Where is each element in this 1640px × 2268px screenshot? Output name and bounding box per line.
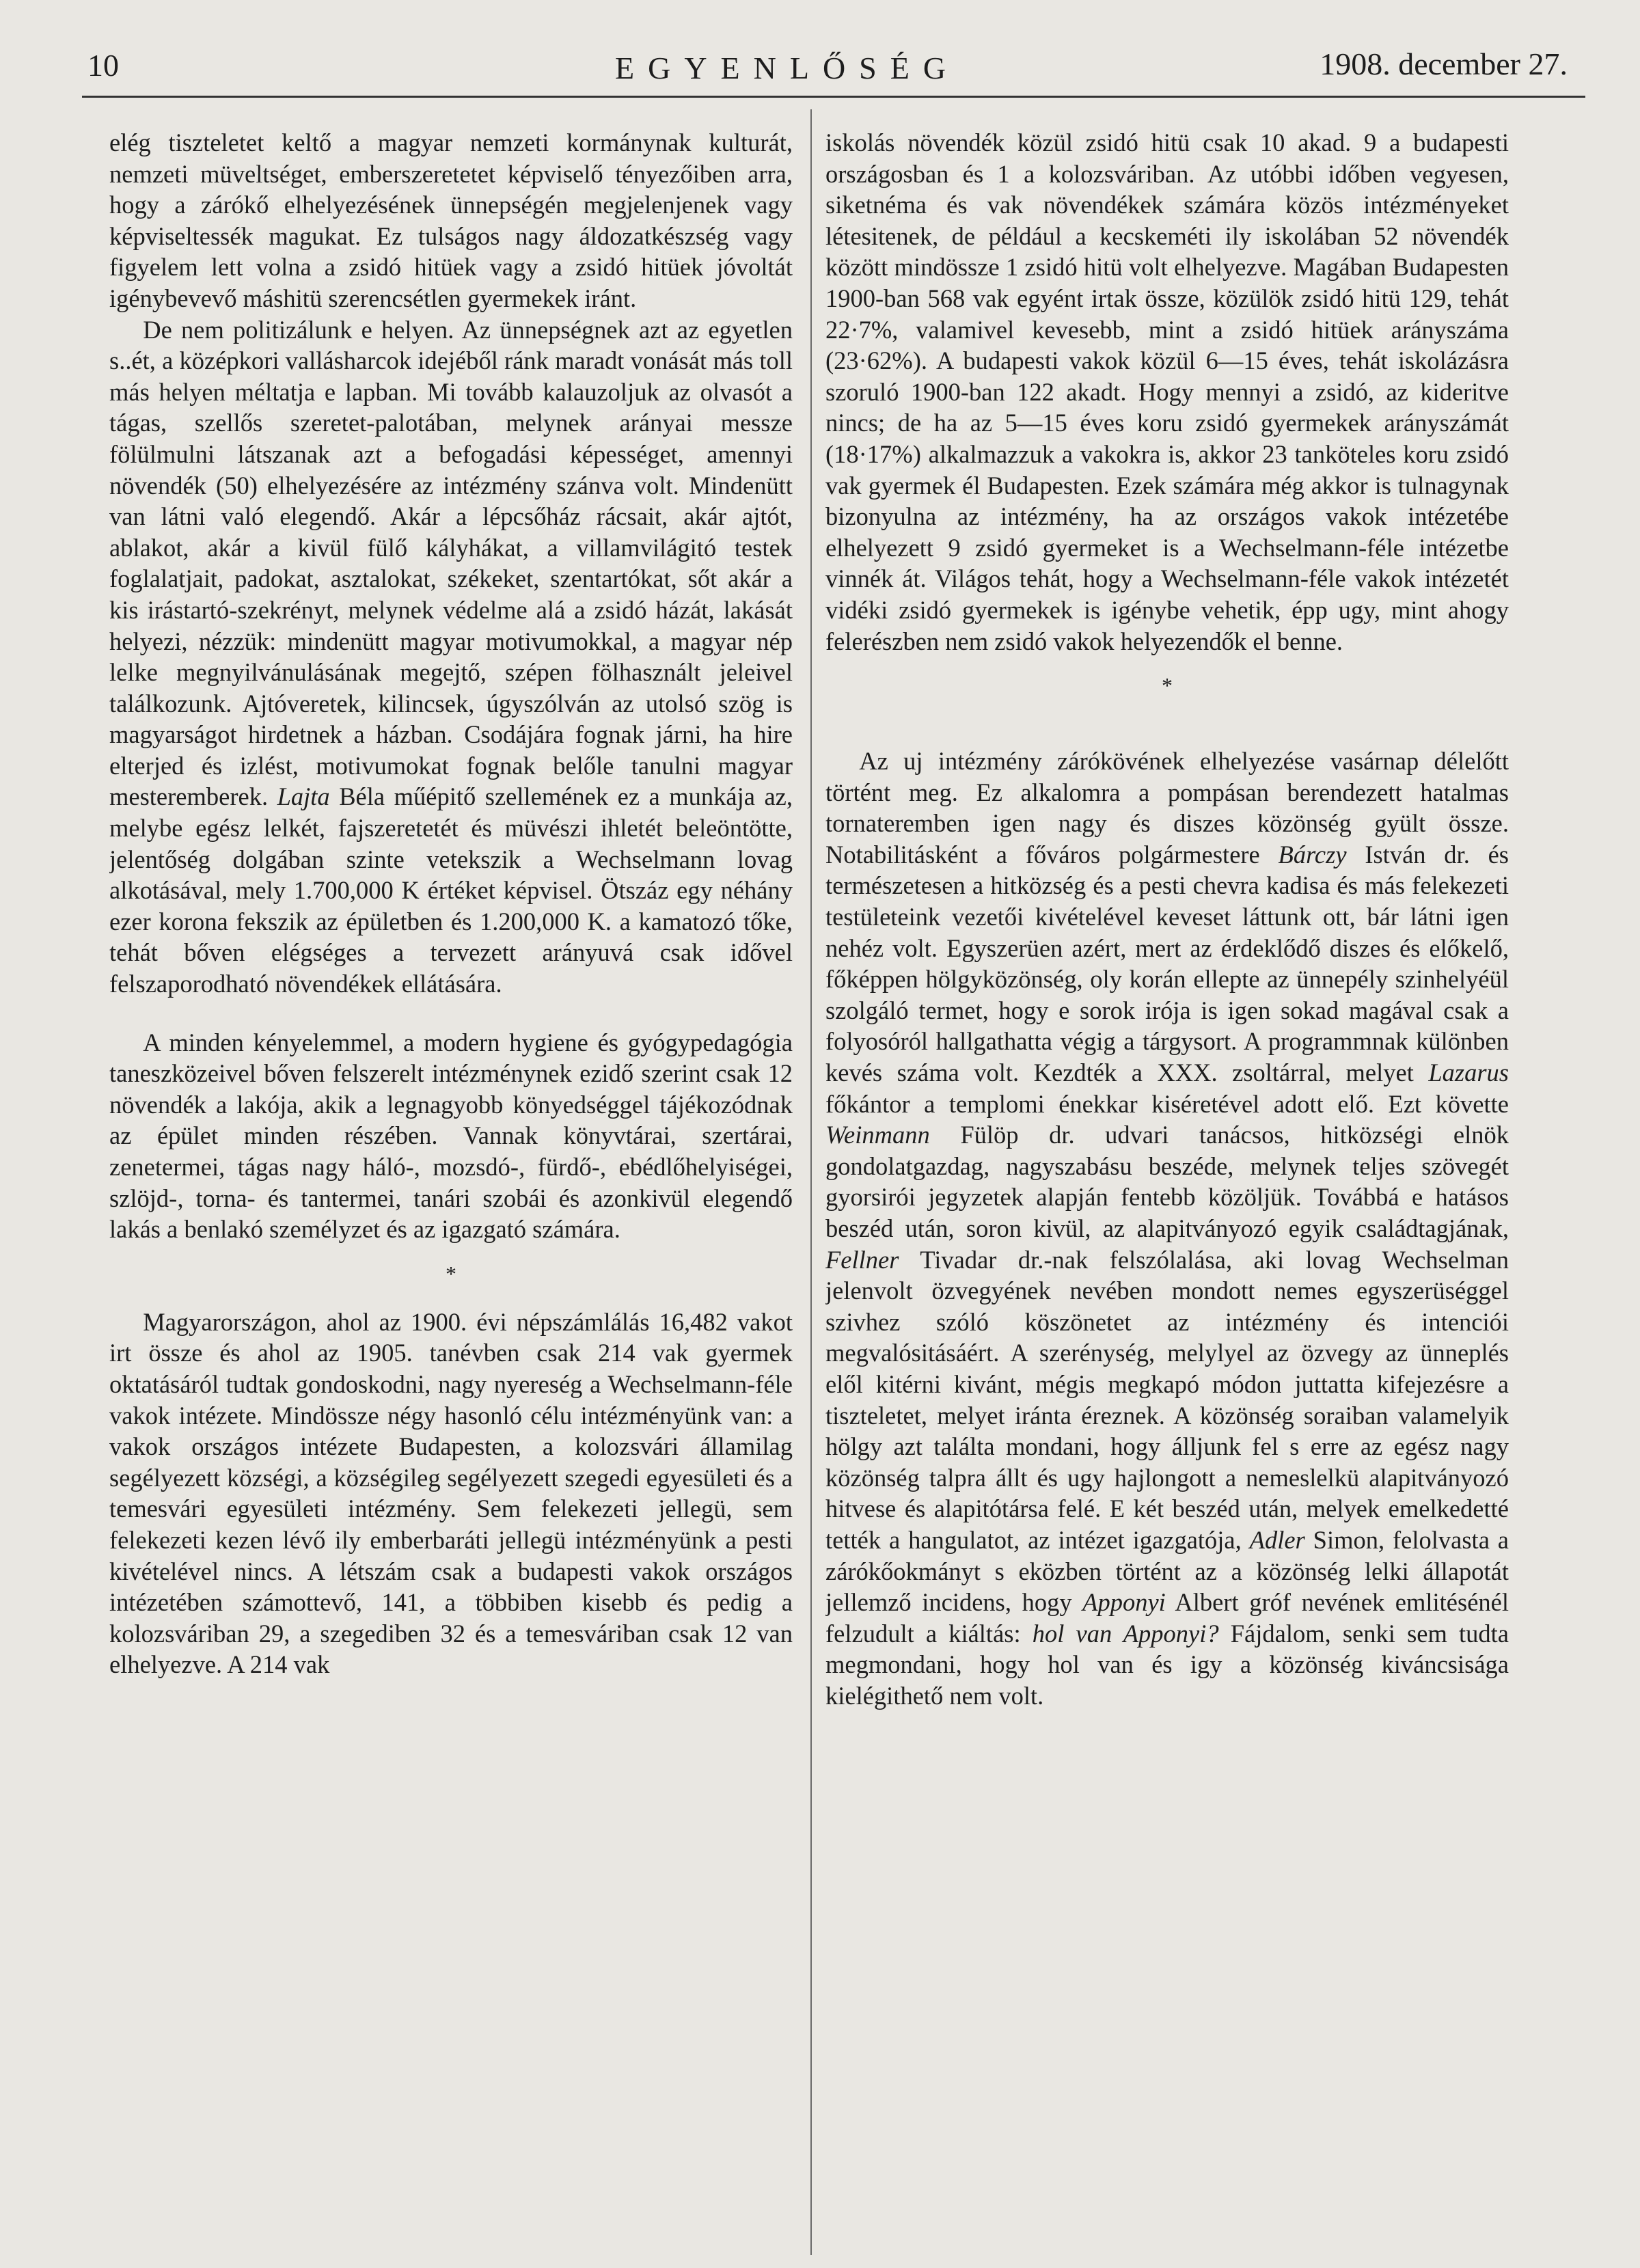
section-separator-left: * [446,1261,456,1286]
paragraph-spacer [109,1000,793,1027]
right-paragraph-2-b: István dr. és természetesen a hitközség és a pesti chevra kadisa és más felekezeti testületeink vezetői kivételével keveset láttunk ott, bár látni igen nehéz volt. Egyszerüen azért, mert az érdeklődő diszes és előkelő, főképpen hölgyközönség, oly korán ellepte az ünnepély szinhelyéül szolgáló termet, hogy e sorok irója is igen sokad magával csak a folyosóról hallgathatta végig a tárgysort. A programmnak különben kevés száma volt. Kezdték a XXX. zsoltárral, melyet [825,840,1509,1087]
header-rule [82,96,1585,98]
right-paragraph-2-e: Tivadar dr.-nak felszólalása, aki lovag Wechselman jelenvolt özvegyének nevében mondott nemes egyszerüséggel szivhez szóló köszönetet az intézmény és intenciói megvalósitásáért. A szerénység, melylyel az özvegy az ünneplés elől kitérni kivánt, mégis megkapó módon juttatta kifejezésre a tiszteletet, melyet iránta éreznek. A közönség soraiban valamelyik hölgy azt találta mondani, hogy álljunk fel s erre az egész nagy közönség talpra állt és ugy hajlongott a nemeslelkü alapitványozó hitvese és alapitótársa felé. E két beszéd után, melyek emelkedetté tették a hangulatot, az intézet igazgatója, [825,1245,1509,1554]
left-paragraph-2-rest: Béla műépitő szellemének ez a munkája az, melybe egész lelkét, fajszeretetét és müvészi ihletét beleöntötte, jelentőség dolgában szinte vetekszik a Wechselmann lovag alkotásával, mely 1.700,000 K értéket képvisel. Ötszáz egy néhány ezer korona fekszik az épületben és 1.200,000 K. a kamatozó tőke, tehát bőven elégséges a tervezett arányuvá csak idővel felszaporodható növendékek ellátására. [109,782,793,998]
count-name: Apponyi [1082,1588,1166,1617]
right-paragraph-1: iskolás növendék közül zsidó hitü csak 10 akad. 9 a budapesti országosban és 1 a kolozsváriban. Az utóbbi időben vegyesen, siketnéma és vak növendékek számára közös intézményeket létesitenek, de például a kecskeméti ily iskolában 52 növendék között mindössze 1 zsidó hitü volt elhelyezve. Magában Budapesten 1900-ban 568 vak egyént irtak össze, közülök zsidó hitü 129, tehát 22·7%, valamivel kevesebb, mint a zsidó hitüek arányszáma (23·62%). A budapesti vakok közül 6—15 éves, tehát iskolázásra szoruló 1900-ban 122 akadt. Hogy mennyi a zsidó, az kideritve nincs; de ha az 5—15 éves koru zsidó gyermekek arányszámát (18·17%) alkalmazzuk a vakokra is, akkor 23 tanköteles koru zsidó vak gyermek él Budapesten. Ezek számára még akkor is tulnagynak bizonyulna az intézmény, ha az országos vakok intézetébe elhelyezett 9 zsidó gyermeket is a Wechselmann-féle intézetbe vinnék át. Világos tehát, hogy a Wechselmann-féle vakok intézetét vidéki zsidó gyermekek is igénybe vehetik, épp ugy, mint ahogy felerészben nem zsidó vakok helyezendők el benne. [825,128,1509,655]
cantor-name: Lazarus [1428,1058,1509,1087]
mayor-name: Bárczy [1278,840,1347,869]
page-number: 10 [87,48,119,83]
left-paragraph-2-text: De nem politizálunk e helyen. Az ünnepségnek azt az egyetlen s..ét, a középkori vallásharcok idejéből ránk maradt vonását más toll más helyen méltatja e lapban. Mi tovább kalauzoljuk az olvasót a tágas, szellős szeretet-palotában, melynek arányai messze fölülmulni látszanak azt a befogadási képességet, amennyi növendék (50) elhelyezésére az intézmény szánva volt. Mindenütt van látni való elegendő. Akár a lépcsőház rácsait, akár ajtót, ablakot, akár a kivül fülő kályhákat, a villamvilágitó testek foglalatjait, padokat, asztalokat, székeket, szentartókat, sőt akár a kis irástartó-szekrényt, melynek védelme alá a zsidó házát, lakását helyezi, nézzük: mindenütt magyar motivumokkal, a magyar nép lelke megnyilvánulásának megejtő, szépen fölhasznált jeleivel találkozunk. Ajtóveretek, kilincsek, úgyszólván az utolsó szög is magyarságot hirdetnek a házban. Csodájára fognak járni, ha hire elterjed és izlést, motivumokat fognak belőle tanulni magyar mesteremberek. [109,315,793,811]
right-paragraph-2-f: Simon, felolvasta a zárókőokmányt s eközben történt az a közönség lelki állapotát jellemző incidens, hogy [825,1525,1509,1617]
right-paragraph-2-h: Fájdalom, senki sem tudta megmondani, hogy hol van és igy a közönség kiváncsisága kielégithető nem volt. [825,1619,1509,1710]
architect-name: Lajta [277,782,330,811]
right-paragraph-2-c: főkántor a templomi énekkar kiséretével adott elő. Ezt követte [825,1089,1509,1118]
president-name: Weinmann [825,1121,930,1149]
left-paragraph-2 [109,314,793,1000]
issue-date: 1908. december 27. [1320,46,1568,81]
right-column [825,127,1509,2245]
speaker-name: Fellner [825,1245,899,1274]
paragraph-spacer-right [825,718,1509,746]
journal-title: EGYENLŐSÉG [615,51,960,85]
left-paragraph-1: elég tiszteletet keltő a magyar nemzeti kormánynak kulturát, nemzeti müveltséget, emberszeretetet képviselő tényezőiben arra, hogy a zárókő elhelyezésének ünnepségén megjelenjenek vagy képviseltessék magukat. Ez tulságos nagy áldozatkészség vagy figyelem lett volna a zsidó hitüek vagy a zsidó hitüek jóvoltát igénybevevő máshitü szerencsétlen gyermekek iránt. [109,128,793,312]
left-paragraph-3: A minden kényelemmel, a modern hygiene és gyógypedagógia taneszközeivel bőven felszerelt intézménynek ezidő szerint csak 12 növendék a lakója, akik a legnagyobb könyedséggel tájékozódnak az épület minden részében. Vannak könyvtárai, szertárai, zenetermei, tágas nagy háló-, mozsdó-, fürdő-, ebédlőhelyiségei, szlöjd-, torna- és tantermei, tanári szobái és azonkivül elegendő lakás a benlakó személyzet és az igazgató számára. [109,1028,793,1244]
left-paragraph-4: Magyarországon, ahol az 1900. évi népszámlálás 16,482 vakot irt össze és ahol az 1905. tanévben csak 214 vak gyermek oktatásáról tudtak gondoskodni, nagy nyereség a Wechselmann-féle vakok intézete. Mindössze négy hasonló célu intézményünk van: a vakok országos intézete Budapesten, a kolozsvári államilag segélyezett községi, a községileg segélyezett szegedi egyesületi és a temesvári egyesületi intézmény. Sem felekezeti jellegü, sem felekezeti kezen lévő ily emberbaráti jellegü intézményünk a pesti kivételével nincs. A létszám csak a budapesti vakok országos intézetében számottevő, 141, a többiben kisebb és pedig a kolozsváriban 29, a szegediben 32 és a temesváriban csak 12 van elhelyezve. A 214 vak [109,1307,793,1679]
right-paragraph-2-d: Fülöp dr. udvari tanácsos, hitközségi elnök gondolatgazdag, nagyszabásu beszéde, melynek teljes szövegét gyorsirói jegyzetek alapján fentebb közöljük. Továbbá e hatásos beszéd után, soron kivül, az alapitványozó egyik családtagjának, [825,1121,1509,1242]
column-divider [810,109,812,2255]
right-paragraph-2 [825,746,1509,1711]
crowd-quote: hol van Apponyi? [1032,1619,1219,1648]
right-paragraph-2-a: Az uj intézmény zárókövének elhelyezése vasárnap délelőtt történt meg. Ez alkalomra a pompásan berendezett hatalmas tornateremben igen nagy és diszes közönség gyült össze. Notabilitásként a főváros polgármestere [825,747,1509,869]
page-header [0,0,1640,96]
section-separator-right: * [1162,673,1173,698]
left-column [109,127,793,2245]
right-paragraph-2-g: Albert gróf nevének emlitésénél felzudult a kiáltás: [825,1588,1509,1648]
director-name: Adler [1249,1525,1305,1554]
